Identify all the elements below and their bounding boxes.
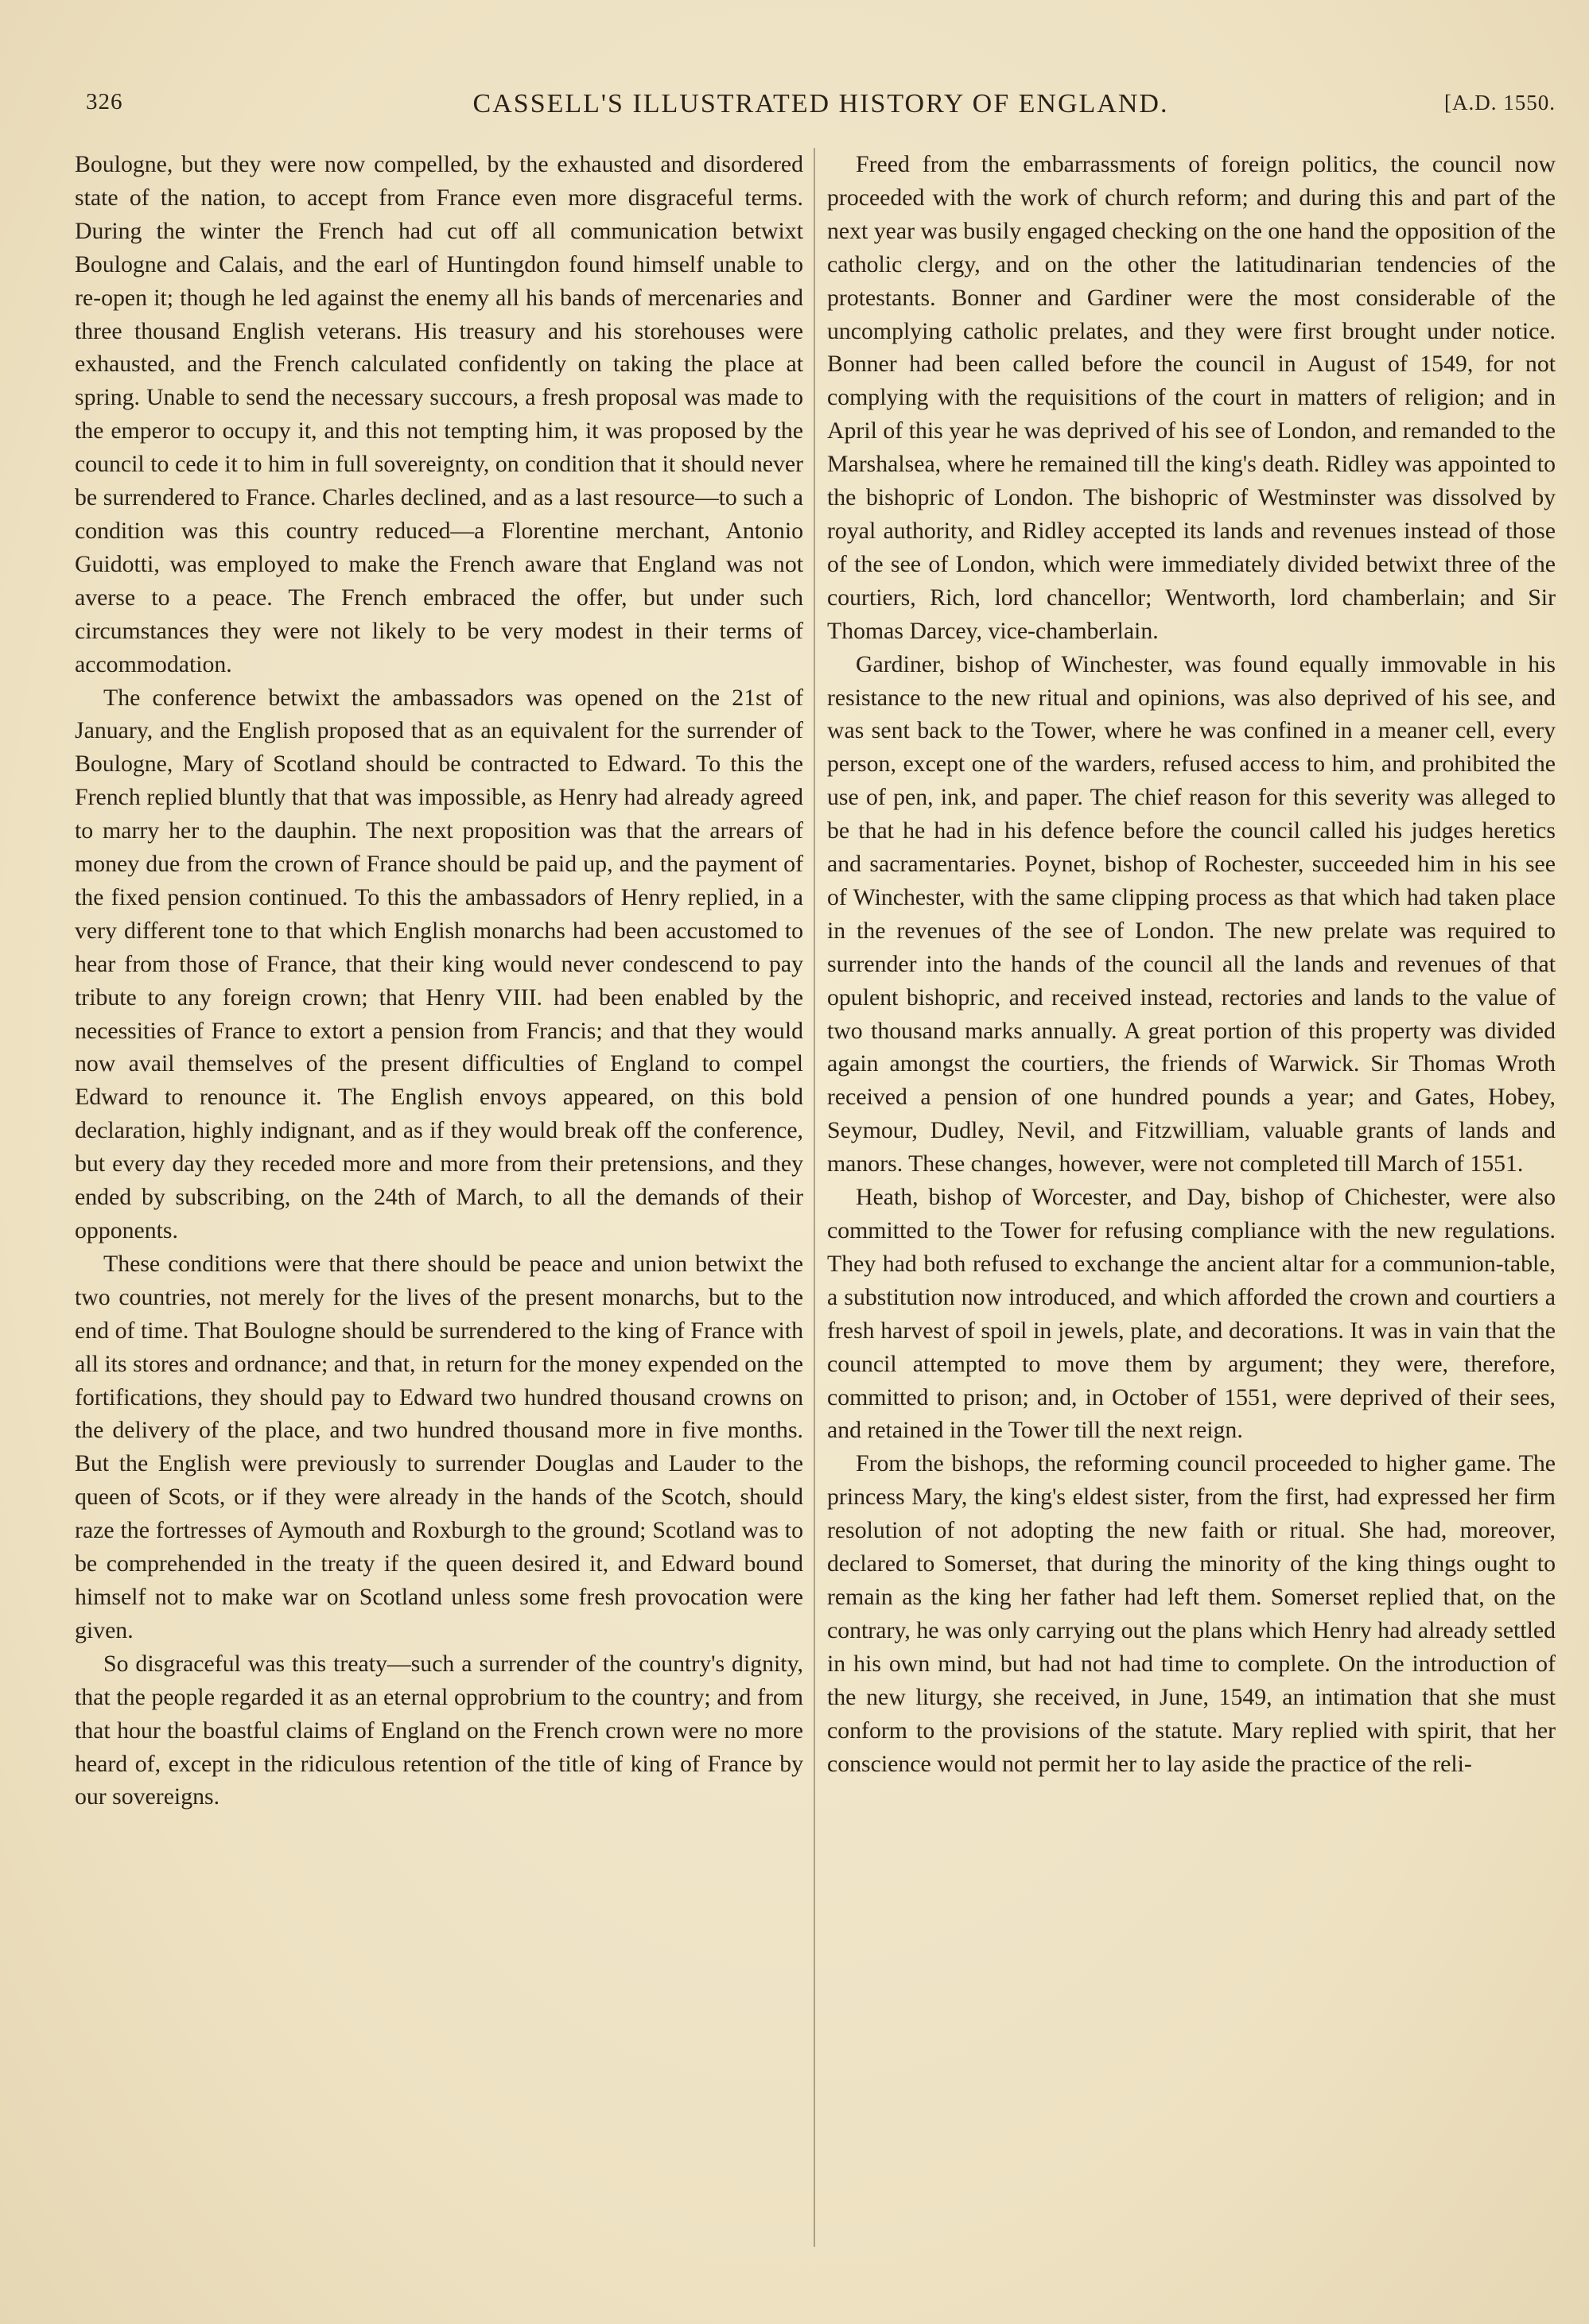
running-date: [A.D. 1550. [1444,91,1556,114]
paragraph: Freed from the embarrassments of foreign politics, the council now proceeded with the work of church reform; and during this and part of the next year was busily engaged checking on the one hand the opposition of the catholic clergy, and on the other the latitudinarian tendencies of the protestants. Bonner and Gardiner were the most considerable of the uncomplying catholic prelates, and they were first brought under notice. Bonner had been called before the council in August of 1549, for not complying with the requisitions of the court in matters of religion; and in April of this year he was deprived of his see of London, and remanded to the Marshalsea, where he remained till the king's death. Ridley was appointed to the bishopric of London. The bishopric of Westminster was dissolved by royal authority, and Ridley accepted its lands and revenues instead of those of the see of London, which were immediately divided betwixt three of the courtiers, Rich, lord chancellor; Wentworth, lord chamberlain; and Sir Thomas Darcey, vice-chamberlain. [827,151,1556,644]
column-rule [814,148,815,2247]
paragraph: So disgraceful was this treaty—such a surrender of the country's dignity, that the people regarded it as an eternal opprobrium to the country; and from that hour the boastful claims of England on the French crown were no more heard of, except in the ridiculous retention of the title of king of France by our sovereigns. [75,1650,803,1810]
right-column [827,148,1556,2247]
paragraph: These conditions were that there should be peace and union betwixt the two countries, not merely for the lives of the present monarchs, but to the end of time. That Boulogne should be surrendered to the king of France with all its stores and ordnance; and that, in return for the money expended on the fortifications, they should pay to Edward two hundred thousand crowns on the delivery of the place, and two hundred thousand more in five months. But the English were previously to surrender Douglas and Lauder to the queen of Scots, or if they were already in the hands of the Scotch, should raze the fortresses of Aymouth and Roxburgh to the ground; Scotland was to be comprehended in the treaty if the queen desired it, and Edward bound himself not to make war on Scotland unless some fresh provocation were given. [75,1250,803,1643]
running-title: CASSELL'S ILLUSTRATED HISTORY OF ENGLAND. [472,89,1169,118]
paragraph: The conference betwixt the ambassadors was opened on the 21st of January, and the English proposed that as an equivalent for the surrender of Boulogne, Mary of Scotland should be contracted to Edward. To this the French replied bluntly that that was impossible, as Henry had already agreed to marry her to the dauphin. The next proposition was that the arrears of money due from the crown of France should be paid up, and the payment of the fixed pension continued. To this the ambassadors of Henry replied, in a very different tone to that which English monarchs had been accustomed to hear from those of France, that their king would never condescend to pay tribute to any foreign crown; that Henry VIII. had been enabled by the necessities of France to extort a pension from Francis; and that they would now avail themselves of the present difficulties of England to compel Edward to renounce it. The English envoys appeared, on this bold declaration, highly indignant, and as if they would break off the conference, but every day they receded more and more from their pretensions, and they ended by subscribing, on the 24th of March, to all the demands of their opponents. [75,684,803,1243]
running-head [86,89,1556,129]
page-number: 326 [86,89,123,114]
left-column [75,148,803,2247]
paragraph: Heath, bishop of Worcester, and Day, bishop of Chichester, were also committed to the Tower for refusing compliance with the new regulations. They had both refused to exchange the ancient altar for a communion-table, a substitution now introduced, and which afforded the crown and courtiers a fresh harvest of spoil in jewels, plate, and decorations. It was in vain that the council attempted to move them by argument; they were, therefore, committed to prison; and, in October of 1551, were deprived of their sees, and retained in the Tower till the next reign. [827,1184,1556,1444]
paragraph: Boulogne, but they were now compelled, by the exhausted and disordered state of the nation, to accept from France even more disgraceful terms. During the winter the French had cut off all communication betwixt Boulogne and Calais, and the earl of Huntingdon found himself unable to re-open it; though he led against the enemy all his bands of mercenaries and three thousand English veterans. His treasury and his storehouses were exhausted, and the French calculated confidently on taking the place at spring. Unable to send the necessary succours, a fresh proposal was made to the emperor to occupy it, and this not tempting him, it was proposed by the council to cede it to him in full sovereignty, on condition that it should never be surrendered to France. Charles declined, and as a last resource—to such a condition was this country reduced—a Florentine merchant, Antonio Guidotti, was employed to make the French aware that England was not averse to a peace. The French embraced the offer, but under such circumstances they were not likely to be very modest in their terms of accommodation. [75,151,803,677]
paragraph: Gardiner, bishop of Winchester, was found equally immovable in his resistance to the new ritual and opinions, was also deprived of his see, and was sent back to the Tower, where he was confined in a meaner cell, every person, except one of the warders, refused access to him, and prohibited the use of pen, ink, and paper. The chief reason for this severity was alleged to be that he had in his defence before the council called his judges heretics and sacramentaries. Poynet, bishop of Rochester, succeeded him in his see of Winchester, with the same clipping process as that which had taken place in the revenues of the see of London. The new prelate was required to surrender into the hands of the council all the lands and revenues of that opulent bishopric, and received instead, rectories and lands to the value of two thousand marks annually. A great portion of this property was divided again amongst the courtiers, the friends of Warwick. Sir Thomas Wroth received a pension of one hundred pounds a year; and Gates, Hobey, Seymour, Dudley, Nevil, and Fitzwilliam, valuable grants of lands and manors. These changes, however, were not completed till March of 1551. [827,650,1556,1178]
paragraph: From the bishops, the reforming council proceeded to higher game. The princess Mary, the king's eldest sister, from the first, had expressed her firm resolution of not adopting the new faith or ritual. She had, moreover, declared to Somerset, that during the minority of the king things ought to remain as the king her father had left them. Somerset replied that, on the contrary, he was only carrying out the plans which Henry had already settled in his own mind, but had not had time to complete. On the introduction of the new liturgy, she received, in June, 1549, an intimation that she must conform to the provisions of the statute. Mary replied with spirit, that her conscience would not permit her to lay aside the practice of the reli- [827,1450,1556,1777]
